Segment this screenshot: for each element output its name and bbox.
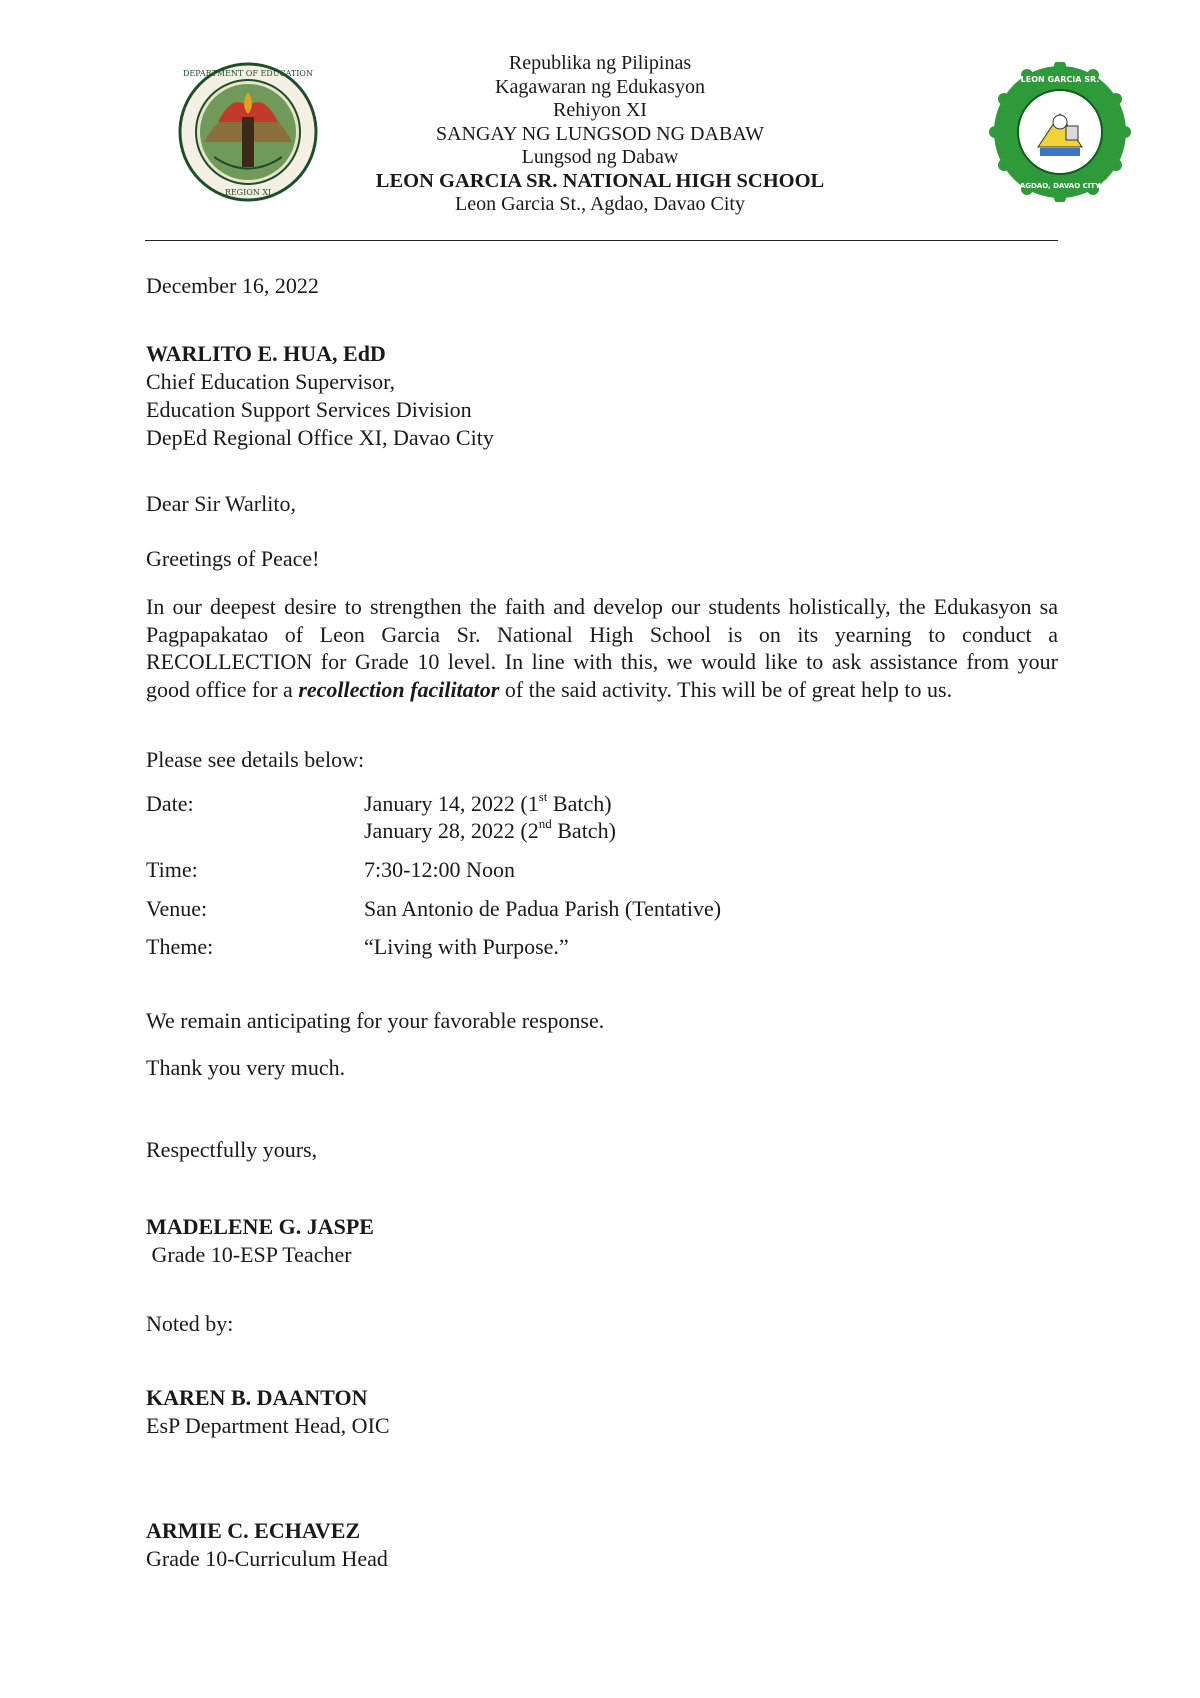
noter-1-title: EsP Department Head, OIC [146,1413,390,1438]
noter-2-block [146,1517,388,1573]
noter-1-block [146,1384,390,1440]
signatory-title: Grade 10-ESP Teacher [146,1242,352,1267]
svg-text:LEON GARCIA SR.: LEON GARCIA SR. [1020,75,1100,84]
letterhead-line-republic: Republika ng Pilipinas [508,52,692,74]
date-1-batch: Batch) [547,791,612,816]
noter-2-name: ARMIE C. ECHAVEZ [146,1518,361,1543]
complimentary-close: Respectfully yours, [146,1137,318,1162]
date-value-second-batch [364,817,616,845]
signatory-block [146,1213,374,1269]
svg-text:DEPARTMENT OF EDUCATION: DEPARTMENT OF EDUCATION [183,69,313,78]
salutation: Dear Sir Warlito, [146,491,296,516]
body-text-part-2: of the said activity. This will be of great help to us. [499,676,953,702]
letter-date: December 16, 2022 [146,273,319,298]
signatory-name: MADELENE G. JASPE [146,1214,374,1239]
school-address: Leon Garcia St., Agdao, Davao City [455,193,745,215]
theme-label: Theme: [146,934,214,959]
recipient-block [146,340,494,452]
greeting: Greetings of Peace! [146,546,320,571]
body-text-part-1: In our deepest desire to strengthen the faith and develop our students holistically, the Edukasyon sa Pagpapakatao of Leon Garcia Sr. National High School is on its yearning to conduct a RECOLLECTION for Grade 10 level. In line with this, we would like to ask assistance from your good office for a [146,594,1058,702]
recipient-name: WARLITO E. HUA, EdD [146,341,386,366]
noter-2-title: Grade 10-Curriculum Head [146,1546,388,1571]
theme-value: “Living with Purpose.” [364,934,569,959]
letterhead-line-division: SANGAY NG LUNGSOD NG DABAW [435,122,765,145]
date-1-ordinal: st [538,788,548,804]
date-2-text: January 28, 2022 (2 [364,818,539,843]
school-name: LEON GARCIA SR. NATIONAL HIGH SCHOOL [375,169,825,192]
venue-value: San Antonio de Padua Parish (Tentative) [364,896,722,921]
header-divider [145,240,1058,241]
svg-text:AGDAO, DAVAO CITY: AGDAO, DAVAO CITY [1019,182,1101,190]
closing-line: We remain anticipating for your favorable response. [146,1008,605,1033]
body-emphasis: recollection facilitator [298,676,500,702]
date-2-batch: Batch) [551,818,616,843]
letterhead [0,52,1200,217]
time-value: 7:30-12:00 Noon [364,857,515,882]
noter-1-name: KAREN B. DAANTON [146,1385,368,1410]
date-label: Date: [146,791,194,816]
letterhead-line-city: Lungsod ng Dabaw [521,146,679,168]
recipient-office: DepEd Regional Office XI, Davao City [146,425,494,450]
date-2-ordinal: nd [538,815,552,831]
time-label: Time: [146,857,198,882]
date-value-first-batch [364,790,612,818]
body-paragraph [146,593,1058,703]
letterhead-line-department: Kagawaran ng Edukasyon [495,75,705,98]
letterhead-line-region: Rehiyon XI [553,99,647,121]
date-1-text: January 14, 2022 (1 [364,791,539,816]
details-intro: Please see details below: [146,747,365,772]
noted-by-label: Noted by: [146,1311,234,1336]
recipient-division: Education Support Services Division [146,397,472,422]
recipient-title: Chief Education Supervisor, [146,369,396,394]
thanks-line: Thank you very much. [146,1055,346,1080]
svg-text:REGION XI: REGION XI [224,188,272,197]
venue-label: Venue: [146,896,208,921]
